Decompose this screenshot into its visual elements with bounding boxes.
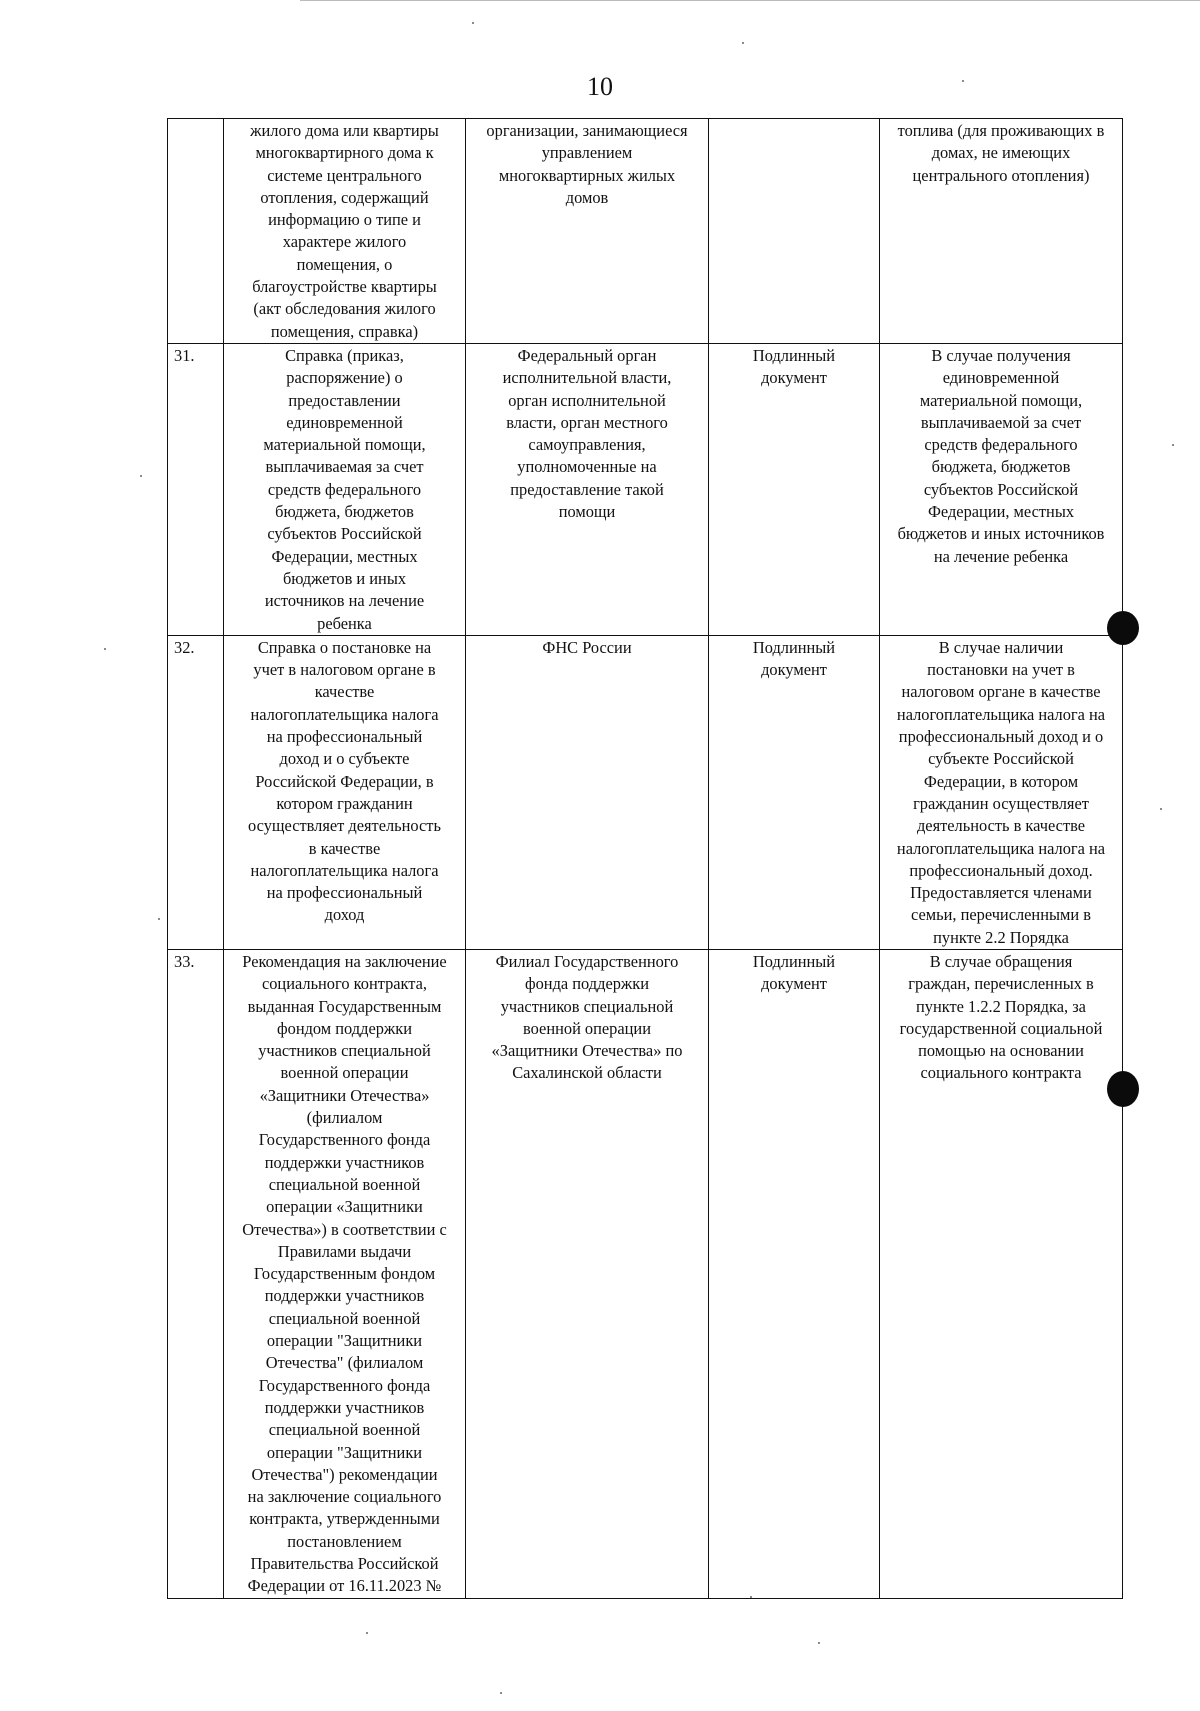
scan-speck — [742, 42, 744, 44]
table-row — [168, 635, 1123, 949]
document-name: Рекомендация на заключение социального контракта, выданная Государственным фондом поддержки участников специальной военной операции «Защитники Отечества» (филиалом Государственного фонда поддержки участников специальной военной операции «Защитники Отечества») в соответствии с Правилами выдачи Государственным фондом поддержки участников специальной военной операции "Защитники Отечества" (филиалом Государственного фонда поддержки участников специальной военной операции "Защитники Отечества") рекомендации на заключение социального контракта, утвержденными постановлением Правительства Российской Федерации от 16.11.2023 № — [224, 949, 466, 1598]
documents-table — [167, 118, 1123, 1599]
binder-hole-mark — [1107, 611, 1139, 645]
document-form — [709, 119, 880, 344]
scan-speck — [158, 918, 160, 920]
scan-speck — [366, 1632, 368, 1634]
scan-speck — [962, 80, 964, 82]
scan-speck — [140, 475, 142, 477]
scan-speck — [1172, 444, 1174, 446]
document-name: Справка (приказ, распоряжение) о предоставлении единовременной материальной помощи, выплачиваемая за счет средств федерального бюджета, бюджетов субъектов Российской Федерации, местных бюджетов и иных источников на лечение ребенка — [224, 343, 466, 635]
note: В случае получения единовременной материальной помощи, выплачиваемой за счет средств федерального бюджета, бюджетов субъектов Российской Федерации, местных бюджетов и иных источников на лечение ребенка — [880, 343, 1123, 635]
scan-speck — [500, 1692, 502, 1694]
scan-speck — [1160, 808, 1162, 810]
document-form: Подлинный документ — [709, 949, 880, 1598]
document-name: жилого дома или квартиры многоквартирного дома к системе центрального отопления, содержащий информацию о типе и характере жилого помещения, о благоустройстве квартиры (акт обследования жилого помещения, справка) — [224, 119, 466, 344]
note: В случае обращения граждан, перечисленных в пункте 1.2.2 Порядка, за государственной социальной помощью на основании социального контракта — [880, 949, 1123, 1598]
row-number: 32. — [168, 635, 224, 949]
scan-speck — [750, 1596, 752, 1598]
note: В случае наличии постановки на учет в налоговом органе в качестве налогоплательщика налога на профессиональный доход и о субъекте Российской Федерации, в котором гражданин осуществляет деятельность в качестве налогоплательщика налога на профессиональный доход. Предоставляется членами семьи, перечисленными в пункте 2.2 Порядка — [880, 635, 1123, 949]
issuing-organization: организации, занимающиеся управлением многоквартирных жилых домов — [466, 119, 709, 344]
document-form: Подлинный документ — [709, 635, 880, 949]
row-number: 31. — [168, 343, 224, 635]
document-form: Подлинный документ — [709, 343, 880, 635]
document-name: Справка о постановке на учет в налоговом органе в качестве налогоплательщика налога на профессиональный доход и о субъекте Российской Федерации, в котором гражданин осуществляет деятельность в качестве налогоплательщика налога на профессиональный доход — [224, 635, 466, 949]
table-row — [168, 343, 1123, 635]
issuing-organization: Федеральный орган исполнительной власти, орган исполнительной власти, орган местного самоуправления, уполномоченные на предоставление такой помощи — [466, 343, 709, 635]
row-number: 33. — [168, 949, 224, 1598]
issuing-organization: Филиал Государственного фонда поддержки участников специальной военной операции «Защитники Отечества» по Сахалинской области — [466, 949, 709, 1598]
scan-edge-line — [300, 0, 1200, 1]
table-row — [168, 119, 1123, 344]
scan-speck — [104, 648, 106, 650]
table-row — [168, 949, 1123, 1598]
issuing-organization: ФНС России — [466, 635, 709, 949]
row-number — [168, 119, 224, 344]
scan-speck — [472, 22, 474, 24]
page-number: 10 — [587, 72, 613, 101]
scan-speck — [818, 1642, 820, 1644]
binder-hole-mark — [1107, 1071, 1139, 1107]
note: топлива (для проживающих в домах, не имеющих центрального отопления) — [880, 119, 1123, 344]
